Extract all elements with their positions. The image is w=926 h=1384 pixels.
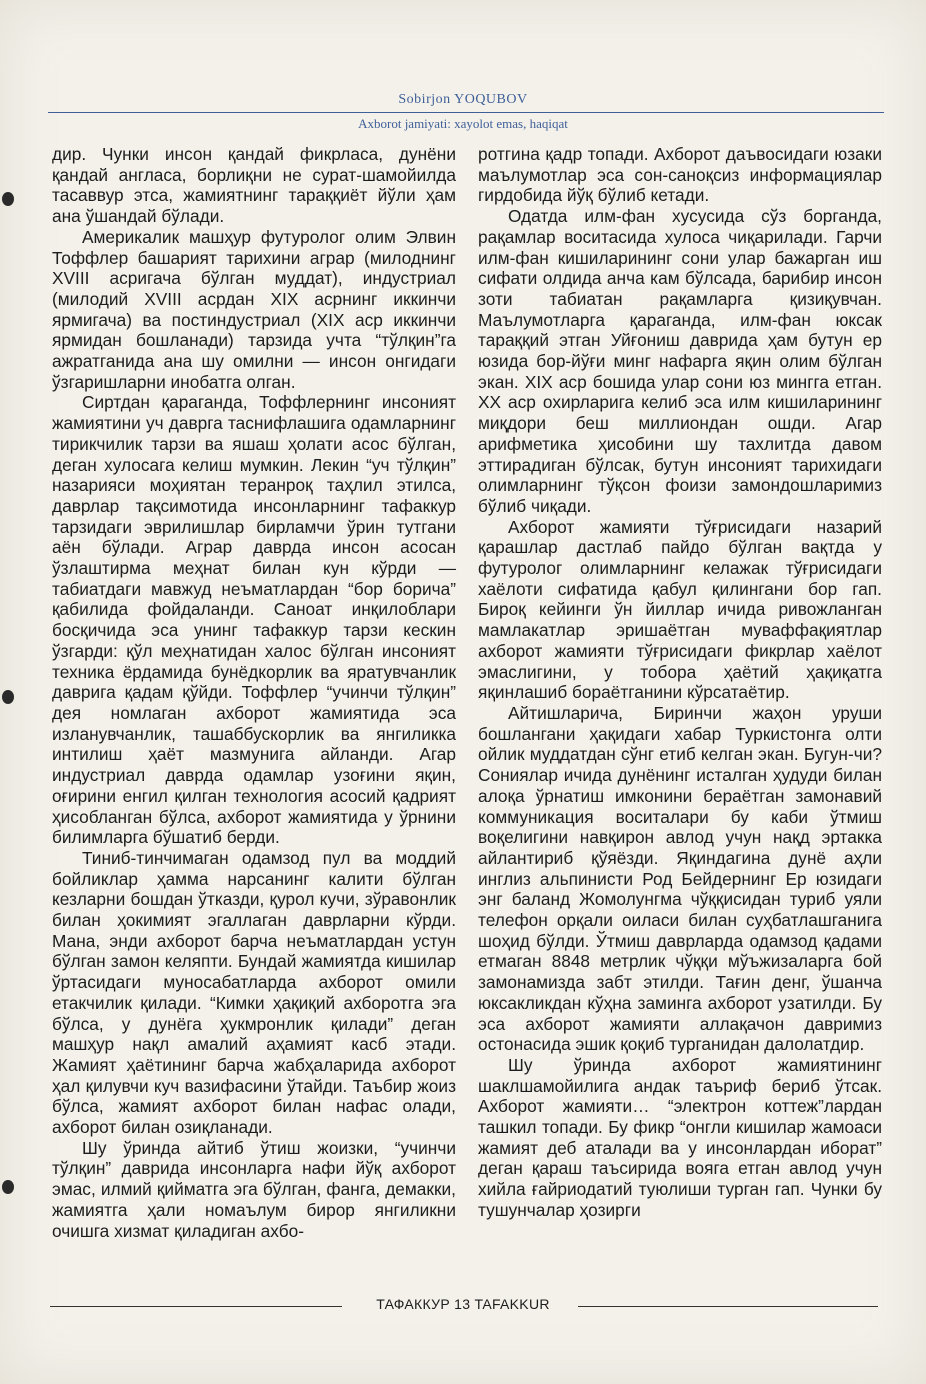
- paragraph: Айтишларича, Биринчи жаҳон уруши бошлангани ҳақидаги хабар Туркистонга олти ойлик муддатдан сўнг етиб келган экан. Бугун-чи? Сониялар ичида дунёнинг исталган ҳудуди билан алоқа ўрнатиш имконини бераётган замонавий коммуникация воситалари бу каби ўтмиш воқелигини навқирон авлод учун нақд эртакка айлантириб қўяёзди. Яқиндагина дунё аҳли инглиз альпинисти Род Бейдернинг Ер юзидаги энг баланд Жомолунгма чўққисидан туриб уяли телефон орқали оиласи билан суҳбатлашганига шоҳид бўлди. Ўтмиш даврларда одамзод қадами етмаган 8848 метрлик чўққи мўъжизаларга бой замонамизда забт этилди. Тағин денг, ўшанча юксакликдан кўҳна заминга ахборот узатилди. Бу эса ахборот жамияти аллақачон давримиз остонасида эшик қоқиб турганидан далолатдир.: [478, 702, 882, 1055]
- article-subtitle: Axborot jamiyati: xayolot emas, haqiqat: [358, 116, 568, 131]
- paragraph: Ахборот жамияти тўғрисидаги назарий қарашлар дастлаб пайдо бўлган вақтда у футуролог олимларнинг келажак тўғрисидаги хаёлоти сифатида қабул қилингани бор гап. Бироқ кейинги ўн йиллар ичида ривожланган мамлакатлар эришаётган муваффақиятлар ахборот жамияти тўғрисидаги фикрлар хаёлот эмаслигини, у тобора ҳаётий ҳақиқатга яқинлашиб бораётганини кўрсатаётир.: [478, 516, 882, 703]
- paragraph: Тиниб-тинчимаган одамзод пул ва моддий бойликлар ҳамма нарсанинг калити бўлган кезларни бошдан ўтказди, қурол кучи, зўравонлик билан ҳокимият эгаллаган даврларни кўрди. Мана, энди ахборот барча неъматлардан устун бўлган замон келяпти. Бундай жамиятда кишилар ўртасидаги муносабатларда ахборот омили етакчилик қилади. “Кимки ҳақиқий ахборотга эга бўлса, у дунёга ҳукмронлик қилади” деган машҳур нақл амалий аҳамият касб этади. Жамият ҳаётининг барча жабҳаларида ахборот ҳал қилувчи куч вазифасини ўтайди. Таъбир жоиз бўлса, жамият ахборот билан нафас олади, ахборот билан озиқланади.: [52, 847, 456, 1138]
- paragraph: ротгина қадр топади. Ахборот даъвосидаги юзаки маълумотлар эса сон-саноқсиз информациялар гирдобида йўқ бўлиб кетади.: [478, 144, 882, 206]
- footer-page-label: ТАФАККУР 13 TAFAKKUR: [368, 1296, 558, 1312]
- page-footer: [0, 1292, 926, 1322]
- author-name: Sobirjon YOQUBOV: [398, 92, 528, 107]
- binding-hole: [2, 192, 14, 206]
- paragraph: Одатда илм-фан хусусида сўз борганда, рақамлар воситасида хулоса чиқарилади. Гарчи илм-фан кишиларининг сони улар бажарган иш сифати олдида анча кам бўлсада, барибир инсон зоти табиатан рақамларга қизиқувчан. Маълумотларга қараганда, илм-фан юксак тараққий этган Уйғониш даврида ҳам бутун ер юзида бор-йўғи минг нафарга яқин олим бўлган экан. XIX аср бошида улар сони юз мингга етган. XX аср охирларига келиб эса илм кишиларининг миқдори беш миллиондан ошди. Агар арифметика ҳисобини шу тахлитда давом эттирадиган бўлсак, бутун инсоният тарихидаги олимларнинг тўқсон фоизи замондошларимиз бўлиб чиқади.: [478, 206, 882, 516]
- right-column: [478, 144, 882, 1221]
- binding-hole: [2, 690, 14, 704]
- paragraph: Сиртдан қараганда, Тоффлернинг инсоният жамиятини уч даврга таснифлашига одамларнинг тирикчилик тарзи ва яшаш ҳолати асос бўлган, деган хулосага келиш мумкин. Лекин “уч тўлқин” назарияси моҳиятан теранроқ таҳлил этилса, даврлар тақсимотида инсонларнинг тафаккур тарзидаги эврилишлар бирламчи ўрин тутгани аён бўлади. Аграр даврда инсон асосан ўзлаштирма меҳнат билан кун кўрди — табиатдаги мавжуд неъматлардан “бор борича” қабилида фойдаланди. Саноат инқилоблари босқичида эса унинг тафаккур тарзи кескин ўзгарди: қўл меҳнатидан халос бўлган инсоният техника ёрдамида бунёдкорлик ва яратувчанлик даврига қадам қўйди. Тоффлер “учинчи тўлқин” дея номлаган ахборот жамиятида эса изланувчанлик, ташаббускорлик ва янгиликка интилиш ҳаёт мазмунига айланди. Агар индустриал даврда одамлар узоғини яқин, оғирини енгил қилган технология асосий қадрият ҳисобланган бўлса, ахборот жамиятида у ўрнини билимларга бўшатиб берди.: [52, 392, 456, 848]
- paragraph: Америкалик машҳур футуролог олим Элвин Тоффлер башарият тарихини аграр (милоднинг XVIII асригача бўлган муддат), индустриал (милодий XVIII асрдан XIX асрнинг иккинчи ярмигача) ва постиндустриал (XIX аср иккинчи ярмидан бошланади) тарзида учта “тўлқин”га ажратганида ана шу омилни — инсон онгидаги ўзгаришларни инобатга олган.: [52, 226, 456, 392]
- binding-hole: [2, 1180, 14, 1194]
- paragraph: дир. Чунки инсон қандай фикрласа, дунёни қандай англаса, борлиқни не сурат-шамойилда тасаввур этса, жамиятнинг тараққиёт йўли ҳам ана ўшандай бўлади.: [52, 144, 456, 227]
- paragraph: Шу ўринда айтиб ўтиш жоизки, “учинчи тўлқин” даврида инсонларга нафи йўқ ахборот эмас, илмий қийматга эга бўлган, фанга, демакки, жамиятга ҳали номаълум бирор янгиликни очишга хизмат қиладиган ахбо-: [52, 1137, 456, 1241]
- header-rule: [48, 112, 884, 113]
- left-column: [52, 144, 456, 1241]
- running-header: [0, 92, 926, 108]
- paragraph: Шу ўринда ахборот жамиятининг шаклшамойилига андак таъриф бериб ўтсак. Ахборот жамияти… “электрон коттеж”лардан ташкил топади. Бу фикр “онгли кишилар жамоаси жамият деб аталади ва у инсонлардан иборат” деган қараш таъсирида вояга етган авлод учун хийла ғайриодатий туюлиши турган гап. Чунки бу тушунчалар ҳозирги: [478, 1054, 882, 1220]
